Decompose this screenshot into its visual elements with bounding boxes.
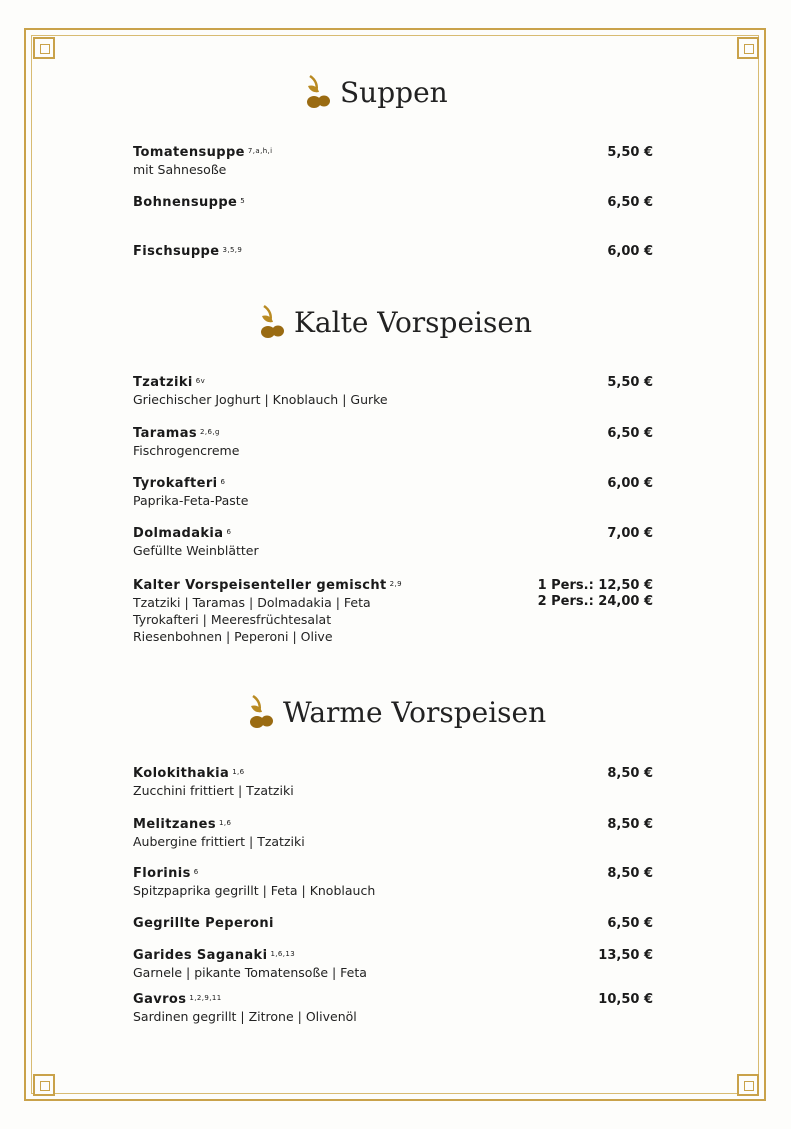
item-description: Zucchini frittiert | Tzatziki	[133, 783, 294, 798]
section-title: Warme Vorspeisen	[283, 695, 547, 729]
menu-item	[133, 948, 658, 981]
olive-branch-icon	[256, 302, 288, 342]
item-allergens: 3,5,9	[222, 246, 243, 254]
item-description-line: Tzatziki | Taramas | Dolmadakia | Feta	[133, 595, 371, 610]
item-name: Tzatziki	[133, 375, 193, 390]
item-price-1-person: 1 Pers.: 12,50 €	[537, 578, 653, 593]
item-name: Dolmadakia	[133, 526, 224, 541]
item-name: Tyrokafteri	[133, 476, 218, 491]
item-allergens: 1,6	[232, 768, 245, 776]
item-price: 5,50 €	[607, 375, 653, 390]
corner-ornament-top-left	[33, 37, 55, 59]
section-heading-suppen	[302, 72, 448, 112]
item-allergens: 6v	[195, 377, 206, 385]
item-name: Gegrillte Peperoni	[133, 916, 274, 931]
item-description: Aubergine frittiert | Tzatziki	[133, 834, 305, 849]
menu-item	[133, 992, 658, 1025]
item-price: 8,50 €	[607, 866, 653, 881]
item-description: mit Sahnesoße	[133, 162, 227, 177]
menu-item	[133, 375, 658, 408]
item-price: 6,50 €	[607, 195, 653, 210]
item-price: 6,00 €	[607, 476, 653, 491]
item-price: 6,50 €	[607, 426, 653, 441]
item-allergens: 1,6	[219, 819, 232, 827]
item-price: 8,50 €	[607, 817, 653, 832]
menu-item	[133, 578, 658, 645]
item-description: Garnele | pikante Tomatensoße | Feta	[133, 965, 367, 980]
item-name: Tomatensuppe	[133, 145, 245, 160]
olive-branch-icon	[245, 692, 277, 732]
item-allergens: 6	[226, 528, 232, 536]
item-price: 7,00 €	[607, 526, 653, 541]
item-allergens: 2,9	[389, 580, 402, 588]
menu-item	[133, 817, 658, 850]
item-allergens: 5	[240, 197, 246, 205]
corner-ornament-top-right	[737, 37, 759, 59]
item-price: 6,50 €	[607, 916, 653, 931]
item-allergens: 7,a,h,i	[247, 147, 273, 155]
section-title: Suppen	[340, 75, 448, 109]
menu-item	[133, 244, 658, 260]
item-price: 10,50 €	[598, 992, 653, 1007]
item-name: Melitzanes	[133, 817, 217, 832]
item-price-2-persons: 2 Pers.: 24,00 €	[537, 594, 653, 609]
item-description: Griechischer Joghurt | Knoblauch | Gurke	[133, 392, 388, 407]
olive-branch-icon	[302, 72, 334, 112]
corner-ornament-bottom-right	[737, 1074, 759, 1096]
item-description: Paprika-Feta-Paste	[133, 493, 249, 508]
item-price: 5,50 €	[607, 145, 653, 160]
menu-item	[133, 866, 658, 899]
item-description: Sardinen gegrillt | Zitrone | Olivenöl	[133, 1009, 357, 1024]
corner-ornament-bottom-left	[33, 1074, 55, 1096]
section-heading-kalte-vorspeisen	[256, 302, 532, 342]
menu-item	[133, 766, 658, 799]
item-allergens: 6	[193, 868, 199, 876]
item-name: Garides Saganaki	[133, 948, 268, 963]
item-price: 8,50 €	[607, 766, 653, 781]
page-border-inner	[31, 35, 759, 1094]
item-allergens: 1,6,13	[270, 950, 296, 958]
item-description: Gefüllte Weinblätter	[133, 543, 259, 558]
item-price: 6,00 €	[607, 244, 653, 259]
item-allergens: 1,2,9,11	[189, 994, 222, 1002]
item-name: Kolokithakia	[133, 766, 230, 781]
item-price: 13,50 €	[598, 948, 653, 963]
menu-item	[133, 526, 658, 559]
item-description-line: Tyrokafteri | Meeresfrüchtesalat	[133, 612, 332, 627]
menu-item	[133, 916, 658, 932]
item-description: Fischrogencreme	[133, 443, 240, 458]
item-allergens: 6	[220, 478, 226, 486]
item-name: Florinis	[133, 866, 191, 881]
menu-item	[133, 195, 658, 211]
menu-item	[133, 426, 658, 459]
menu-item	[133, 476, 658, 509]
item-name: Bohnensuppe	[133, 195, 238, 210]
item-name: Taramas	[133, 426, 198, 441]
item-name: Fischsuppe	[133, 244, 220, 259]
section-heading-warme-vorspeisen	[245, 692, 546, 732]
item-price-group	[538, 578, 653, 610]
section-title: Kalte Vorspeisen	[294, 305, 532, 339]
item-name: Gavros	[133, 992, 187, 1007]
item-description: Spitzpaprika gegrillt | Feta | Knoblauch	[133, 883, 376, 898]
item-name: Kalter Vorspeisenteller gemischt	[133, 578, 387, 593]
menu-item	[133, 145, 658, 178]
item-allergens: 2,6,g	[200, 428, 220, 436]
item-description-line: Riesenbohnen | Peperoni | Olive	[133, 629, 333, 644]
